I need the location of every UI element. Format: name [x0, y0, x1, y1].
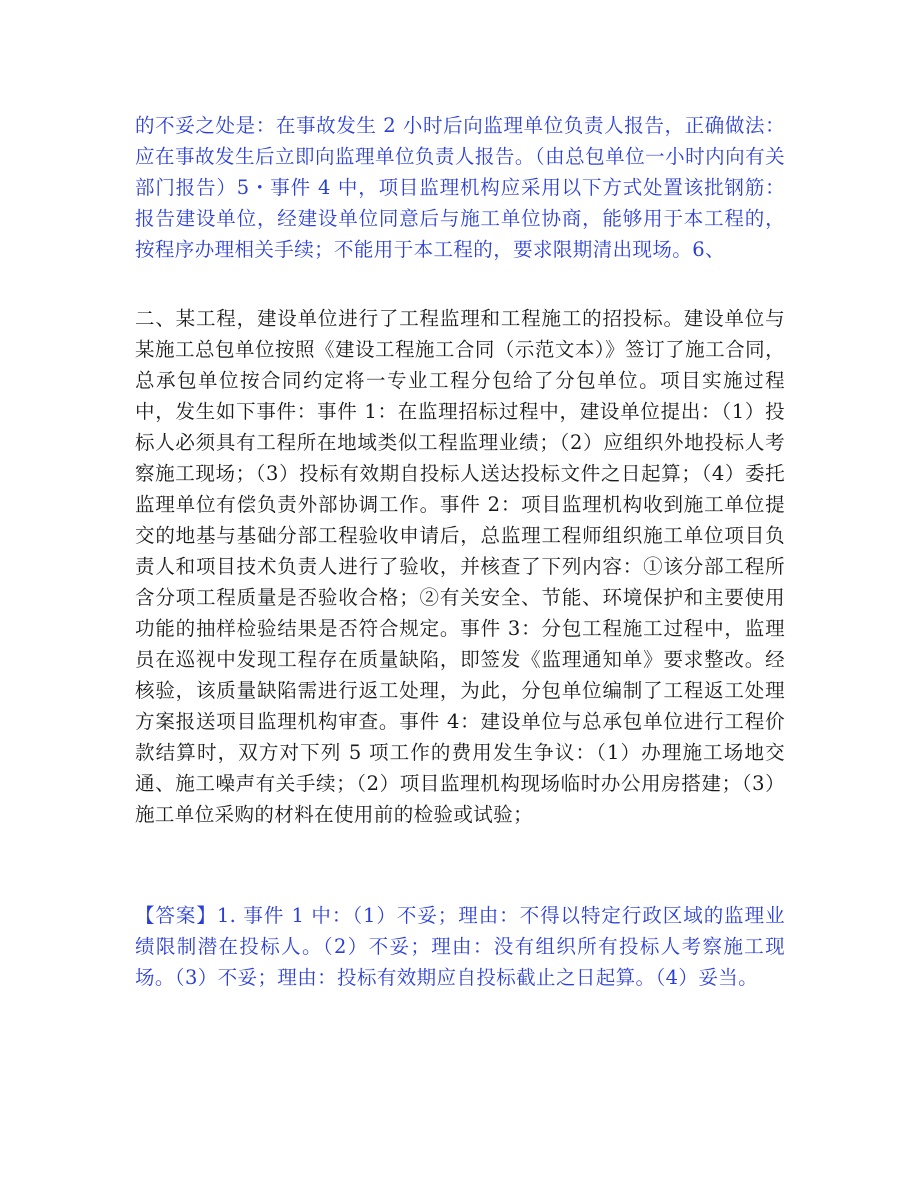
- question-two-paragraph: 二、某工程，建设单位进行了工程监理和工程施工的招投标。建设单位与某施工总包单位按照《建设工程施工合同（示范文本）》签订了施工合同，总承包单位按合同约定将一专业工程分包给了分包单位。项目实施过程中，发生如下事件：事件 1：在监理招标过程中，建设单位提出：（1）投标人必须具有工程所在地域类似工程监理业绩；（2）应组织外地投标人考察施工现场；（3）投标有效期自投标人送达投标文件之日起算；（4）委托监理单位有偿负责外部协调工作。事件 2：项目监理机构收到施工单位提交的地基与基础分部工程验收申请后，总监理工程师组织施工单位项目负责人和项目技术负责人进行了验收，并核查了下列内容：①该分部工程所含分项工程质量是否验收合格；②有关安全、节能、环境保护和主要使用功能的抽样检验结果是否符合规定。事件 3：分包工程施工过程中，监理员在巡视中发现工程存在质量缺陷，即签发《监理通知单》要求整改。经核验，该质量缺陷需进行返工处理，为此，分包单位编制了工程返工处理方案报送项目监理机构审查。事件 4：建设单位与总承包单位进行工程价款结算时，双方对下列 5 项工作的费用发生争议：（1）办理施工场地交通、施工噪声有关手续；（2）项目监理机构现场临时办公用房搭建；（3）施工单位采购的材料在使用前的检验或试验；: [135, 307, 785, 826]
- answer-two-paragraph: 【答案】1. 事件 1 中：（1）不妥；理由：不得以特定行政区域的监理业绩限制潜在投标人。（2）不妥；理由：没有组织所有投标人考察施工现场。（3）不妥；理由：投标有效期应自投标截止之日起算。（4）妥当。: [135, 904, 785, 989]
- answer-continuation-paragraph: 的不妥之处是：在事故发生 2 小时后向监理单位负责人报告，正确做法：应在事故发生后立即向监理单位负责人报告。（由总包单位一小时内向有关部门报告）5・事件 4 中，项目监理机构应采用以下方式处置该批钢筋：报告建设单位，经建设单位同意后与施工单位协商，能够用于本工程的，按程序办理相关手续；不能用于本工程的，要求限期清出现场。6、: [135, 114, 785, 261]
